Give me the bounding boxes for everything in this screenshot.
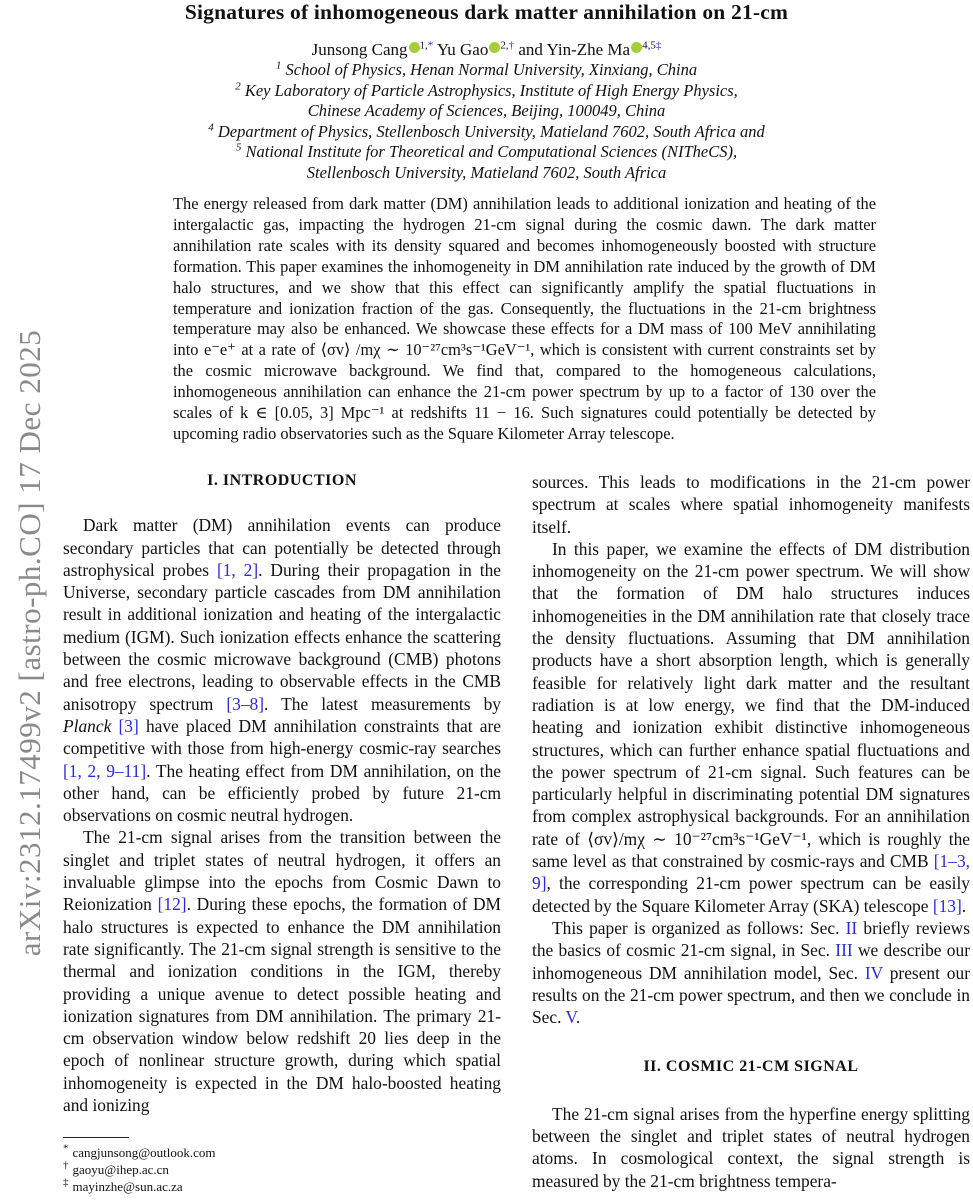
author-affiliation: 1 (419, 39, 426, 52)
author-name: Junsong Cang (311, 40, 408, 59)
footnote-mark[interactable]: ‡ (655, 39, 662, 52)
paragraph-text: present our results on the 21-cm power spectrum, and then we conclude in Sec. (532, 962, 970, 1028)
paragraph (532, 471, 970, 538)
affiliation-text: Department of Physics, Stellenbosch University, Matieland 7602, South Africa and (217, 121, 765, 141)
footnote-mark[interactable]: * (427, 39, 434, 52)
paragraph-text: . (961, 895, 967, 916)
paragraph-text: . (575, 1007, 581, 1028)
paper-title: Signatures of inhomogeneous dark matter annihilation on 21-cm (184, 0, 789, 24)
section-2-body (532, 1103, 970, 1192)
paragraph-text: briefly reviews the basics of cosmic 21-cm signal, in Sec. (532, 917, 971, 961)
paragraph-text: This paper is organized as follows: Sec. (552, 917, 846, 938)
citation-link[interactable]: [1, 2] (216, 559, 259, 580)
emphasized-text: Planck (63, 715, 112, 736)
paragraph-text: The 21-cm signal arises from the hyperfine energy splitting between the singlet and triplet states of neutral hydrogen atoms. In cosmological context, the signal strength is measured by the 21-cm brightness tempera- (532, 1103, 970, 1191)
citation-link[interactable]: IV (864, 962, 883, 983)
footnote: † gaoyu@ihep.ac.cn (63, 1159, 169, 1177)
paragraph-text: have placed DM annihilation constraints that are competitive with those from high-energy cosmic-ray searches (63, 715, 501, 759)
footnotes (63, 1144, 501, 1195)
affiliation-text: Key Laboratory of Particle Astrophysics, Institute of High Energy Physics, (244, 80, 738, 100)
author-name: Yin-Zhe Ma (546, 40, 631, 59)
affiliation-number: 2 (235, 80, 241, 92)
citation-link[interactable]: [3–8] (226, 693, 265, 714)
affiliation-number: 1 (275, 59, 282, 72)
email-link[interactable]: cangjunsong@outlook.com (72, 1145, 216, 1160)
section-heading-cosmic-21cm-signal: II. COSMIC 21-CM SIGNAL (643, 1058, 859, 1076)
paragraph-text: . The latest measurements by (264, 693, 502, 714)
email-link[interactable]: gaoyu@ihep.ac.cn (72, 1162, 169, 1177)
author-affiliation: 4,5 (642, 39, 656, 52)
footnote: * cangjunsong@outlook.com (63, 1142, 216, 1160)
abstract: The energy released from dark matter (DM) annihilation leads to additional ionization and heating of the intergalactic gas, impacting the hydrogen 21-cm signal during the cosmic dawn. The dark matter annihilation rate scales with its density squared and becomes inhomogeneously boosted with structure formation. This paper examines the inhomogeneity in DM annihilation rate induced by the growth of DM halo structures, and we show that this effect can significantly amplify the spatial fluctuations in temperature and ionization fraction of the gas. Consequently, the fluctuations in the 21-cm brightness temperature may also be enhanced. We showcase these effects for a DM mass of 100 MeV annihilating into e⁻e⁺ at a rate of ⟨σv⟩ /mχ ∼ 10⁻²⁷cm³s⁻¹GeV⁻¹, which is consistent with current constraints set by the cosmic microwave background. We find that, compared to the homogeneous calculations, inhomogeneous annihilation can enhance the 21-cm power spectrum by up to a factor of 130 over the scales of k ∈ [0.05, 3] Mpc⁻¹ at redshifts 11 − 16. Such signatures could potentially be detected by upcoming radio observatories such as the Square Kilometer Array telescope. (173, 194, 876, 443)
citation-link[interactable]: [1–3, 9] (532, 851, 970, 894)
paragraph (532, 538, 970, 917)
paragraph (63, 826, 501, 1116)
citation-link[interactable]: V (565, 1007, 576, 1028)
paragraph (532, 1103, 970, 1192)
paragraph-text: . During their propagation in the Universe, secondary particle cascades from DM annihilation result in additional ionization and heating of the intergalactic medium (IGM). Such ionization effects enhance the scattering between the cosmic microwave background (CMB) photons and free electrons, leading to observable effects in the CMB anisotropy spectrum (63, 559, 502, 714)
affiliation-text: School of Physics, Henan Normal University, Xinxiang, China (285, 60, 698, 79)
introduction-body-continued (532, 471, 970, 1028)
paragraph-text: In this paper, we examine the effects of DM distribution inhomogeneity on the 21-cm power spectrum. We will show that the formation of DM halo structures induces inhomogeneities in the DM annihilation rate that closely trace the density fluctuations. Assuming that DM annihilation products have a short absorption length, which is generally feasible for relatively light dark matter and the resultant radiation is at low energy, we find that the DM-induced heating and ionization exhibit distinctive inhomogeneous structures, which can further enhance spatial fluctuations and the power spectrum of 21-cm signal. Such features can be particularly helpful in discriminating potential DM signatures from complex astrophysical backgrounds. For an annihilation rate of ⟨σv⟩/mχ ∼ 10⁻²⁷cm³s⁻¹GeV⁻¹, which is roughly the same level as that constrained by cosmic-rays and CMB (532, 538, 970, 872)
author-affiliation: 2 (500, 39, 506, 52)
email-link[interactable]: mayinzhe@sun.ac.za (72, 1179, 183, 1194)
affiliation-number: 4 (208, 121, 214, 133)
left-column (63, 0, 501, 1195)
author-conjunction: and (518, 40, 543, 59)
arxiv-stamp: arXiv:2312.17499v2 [astro-ph.CO] 17 Dec 2025 (12, 329, 47, 957)
affiliation-text: Stellenbosch University, Matieland 7602, South Africa (306, 162, 667, 182)
author-name: Yu Gao (436, 40, 489, 59)
paragraph-text: . During these epochs, the formation of DM halo structures is expected to enhance the DM annihilation rate significantly. The 21-cm signal strength is sensitive to the thermal and ionization conditions in the IGM, thereby providing a unique avenue to detect possible heating and ionization signatures from DM annihilation. The primary 21-cm observation window below redshift 20 lies deep in the epoch of nonlinear structure growth, during which spatial inhomogeneity is expected in the DM halo-boosted heating and ionizing (63, 894, 501, 1116)
section-heading-introduction: I. INTRODUCTION (207, 472, 357, 489)
introduction-body (63, 514, 501, 1116)
paragraph (63, 514, 501, 826)
paragraph (532, 917, 970, 1028)
citation-link[interactable]: [13] (932, 895, 962, 916)
footnote-divider (63, 1137, 129, 1138)
citation-link[interactable]: [1, 2, 9–11] (63, 760, 147, 781)
footnote: ‡ mayinzhe@sun.ac.za (63, 1176, 183, 1194)
paragraph-text: The 21-cm signal arises from the transition between the singlet and triplet states of neutral hydrogen, it offers an invaluable glimpse into the epochs from Cosmic Dawn to Reionization (63, 827, 501, 915)
footnote-mark[interactable]: † (508, 39, 515, 52)
citation-link[interactable]: II (845, 917, 858, 938)
citation-link[interactable]: [12] (157, 894, 187, 915)
paragraph-text: we describe our inhomogeneous DM annihilation model, Sec. (532, 940, 970, 983)
paragraph-text: , the corresponding 21-cm power spectrum can be easily detected by the Square Kilometer Array (SKA) telescope (532, 873, 970, 916)
paragraph-text: Dark matter (DM) annihilation events can produce secondary particles that can potentially be detected through astrophysical probes (63, 515, 501, 580)
author-list: Junsong Cang $^{1,*}$ Yu Gao $^{2,\dagger}$ and Yin-Zhe Ma $^{4,5\ddagger}$ (311, 39, 662, 59)
affiliation-text: National Institute for Theoretical and Computational Sciences (NITheCS), (245, 142, 738, 161)
affiliation-number: 5 (235, 141, 242, 154)
paragraph-text: . The heating effect from DM annihilation, on the other hand, can be efficiently probed by future 21-cm observations on cosmic neutral hydrogen. (63, 760, 501, 826)
paragraph-text: sources. This leads to modifications in the 21-cm power spectrum at scales where spatial inhomogeneity manifests itself. (532, 472, 970, 537)
citation-link[interactable]: [3] (118, 715, 139, 736)
citation-link[interactable]: III (835, 940, 853, 961)
affiliation-text: Chinese Academy of Sciences, Beijing, 100049, China (307, 101, 666, 120)
right-column (532, 0, 970, 1195)
